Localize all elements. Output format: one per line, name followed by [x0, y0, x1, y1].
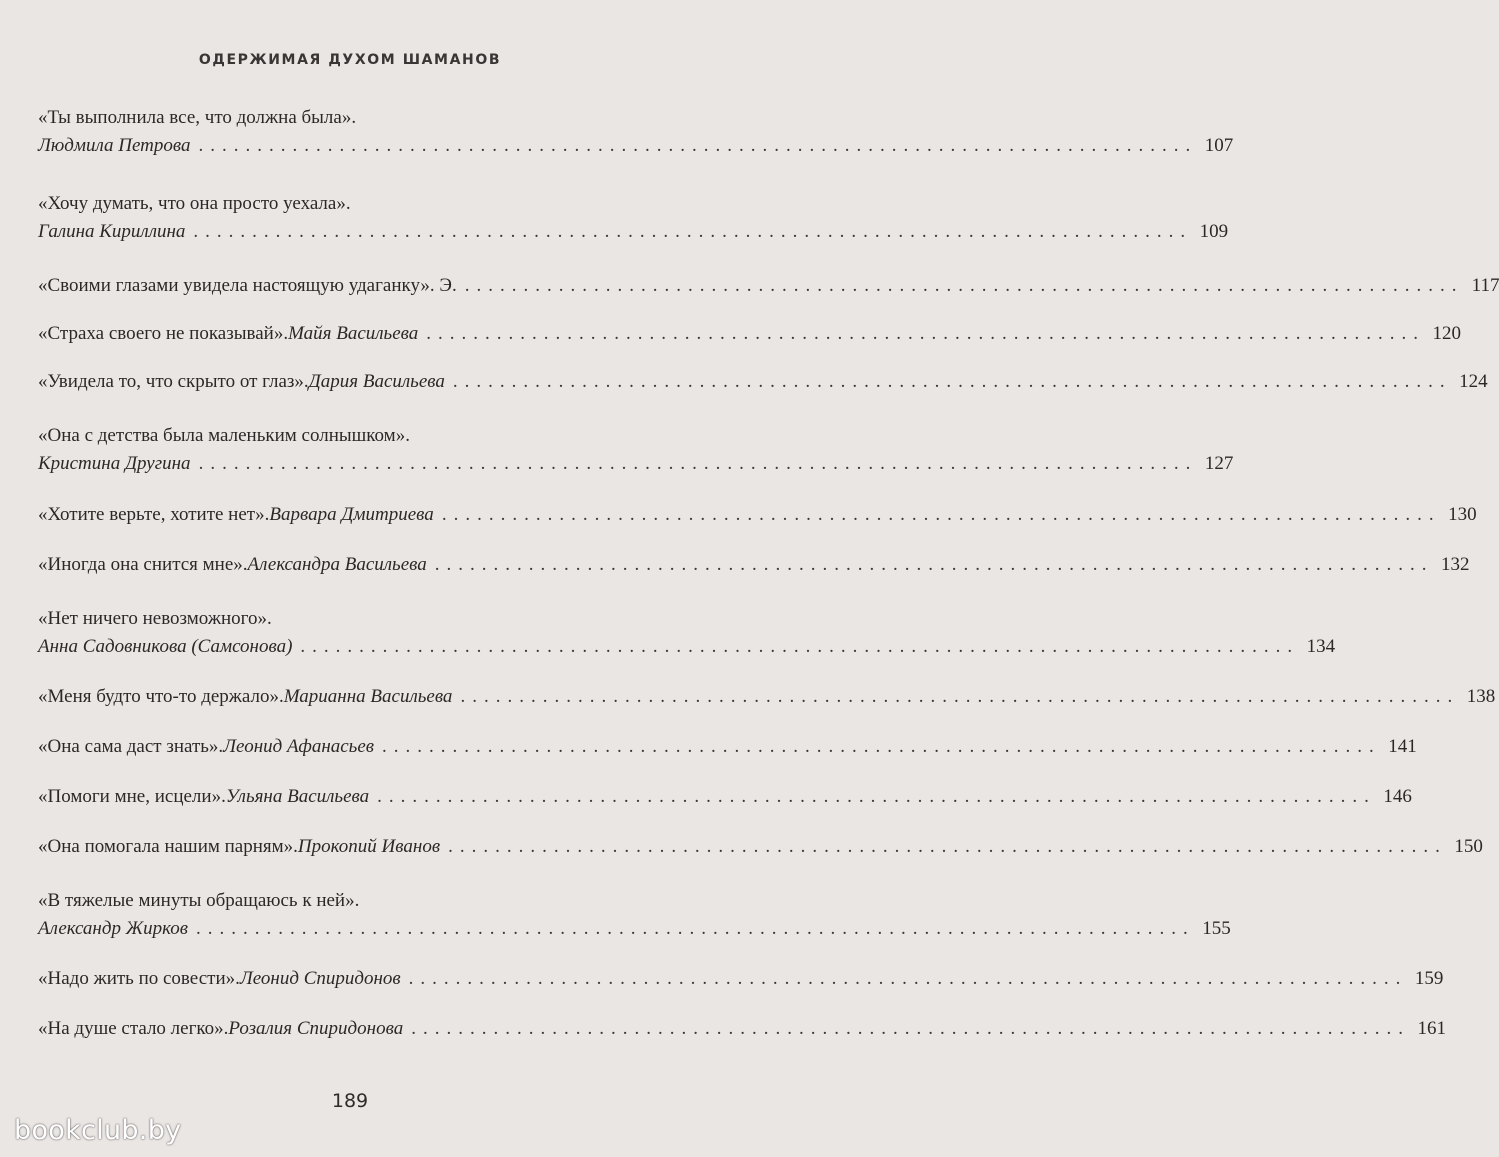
toc-entry	[38, 104, 1234, 160]
toc-entry-page: 159	[1414, 968, 1444, 989]
toc-entry	[38, 501, 1477, 529]
toc-entry-page: 124	[1459, 371, 1488, 392]
leader-dots: .....................................................................................	[193, 221, 1193, 242]
toc-entry-author: Дария Васильева	[308, 371, 445, 392]
toc-entry-author: Леонид Спиридонов	[239, 968, 401, 989]
toc-entry-quote: «Она сама даст знать».	[38, 736, 224, 757]
toc-entry	[38, 272, 1499, 300]
toc-entry-quote: «Она с детства была маленьким солнышком».	[38, 425, 410, 446]
toc-entry-quote: «Своими глазами увидела настоящую удаганку». Э.	[38, 275, 457, 296]
toc-entry-quote: «Нет ничего невозможного».	[38, 608, 272, 629]
toc-entry-page: 130	[1448, 504, 1477, 525]
toc-entry-page: 120	[1432, 323, 1461, 344]
toc-entry	[38, 320, 1461, 348]
toc-entry-page: 146	[1383, 786, 1412, 807]
toc-entry	[38, 368, 1488, 396]
leader-dots: .....................................................................................	[448, 836, 1447, 857]
toc-entry-quote: «Хочу думать, что она просто уехала».	[38, 193, 351, 214]
toc-entry-quote: «Помоги мне, исцели».	[38, 786, 226, 807]
toc-entry-page: 161	[1417, 1018, 1446, 1039]
toc-entry	[38, 683, 1496, 711]
toc-entry-quote: «Меня будто что-то держало».	[38, 686, 284, 707]
running-head: ОДЕРЖИМАЯ ДУХОМ ШАМАНОВ	[198, 52, 502, 68]
toc-entry-page: 117	[1471, 275, 1499, 296]
toc-entry	[38, 733, 1417, 761]
toc-entry	[38, 422, 1234, 478]
leader-dots: .....................................................................................	[408, 968, 1408, 989]
toc-entry-author: Кристина Другина	[38, 453, 191, 474]
leader-dots: .....................................................................................	[411, 1018, 1410, 1039]
toc-entry	[38, 605, 1336, 661]
leader-dots: .....................................................................................	[196, 918, 1195, 939]
watermark: bookclub.by	[14, 1115, 182, 1146]
toc-entry-author: Галина Кириллина	[38, 221, 186, 242]
leader-dots: .....................................................................................	[426, 323, 1425, 344]
leader-dots: .....................................................................................	[382, 736, 1381, 757]
toc-entry-author: Марианна Васильева	[283, 686, 453, 707]
toc-entry	[38, 1015, 1446, 1043]
toc-entry-author: Анна Садовникова (Самсонова)	[38, 636, 293, 657]
toc-entry-page: 150	[1454, 836, 1483, 857]
table-of-contents	[38, 104, 1499, 1043]
toc-entry	[38, 190, 1229, 246]
leader-dots: .....................................................................................	[434, 554, 1434, 575]
leader-dots: .....................................................................................	[441, 504, 1441, 525]
leader-dots: .....................................................................................	[300, 636, 1300, 657]
toc-entry-quote: «Увидела то, что скрыто от глаз».	[38, 371, 309, 392]
toc-entry-page: 132	[1441, 554, 1470, 575]
toc-entry-author: Людмила Петрова	[38, 135, 191, 156]
toc-entry-page: 134	[1306, 636, 1336, 657]
toc-entry-page: 109	[1199, 221, 1229, 242]
toc-entry-author: Розалия Спиридонова	[228, 1018, 404, 1039]
toc-entry	[38, 887, 1231, 943]
toc-entry-quote: «Ты выполнила все, что должна была».	[38, 107, 357, 128]
toc-entry-author: Леонид Афанасьев	[223, 736, 375, 757]
toc-entry-page: 107	[1204, 135, 1234, 156]
toc-entry-quote: «Иногда она снится мне».	[38, 554, 248, 575]
leader-dots: .....................................................................................	[198, 135, 1198, 156]
toc-entry-author: Ульяна Васильева	[225, 786, 370, 807]
toc-entry-author: Александра Васильева	[247, 554, 427, 575]
toc-entry-author: Прокопий Иванов	[297, 836, 441, 857]
toc-entry-page: 155	[1202, 918, 1231, 939]
leader-dots: .....................................................................................	[198, 453, 1198, 474]
toc-entry-quote: «Она помогала нашим парням».	[38, 836, 298, 857]
toc-entry	[38, 783, 1412, 811]
toc-entry-page: 127	[1204, 453, 1234, 474]
leader-dots: .....................................................................................	[377, 786, 1376, 807]
toc-entry-quote: «На душе стало легко».	[38, 1018, 229, 1039]
toc-entry-author: Варвара Дмитриева	[269, 504, 434, 525]
toc-entry-quote: «В тяжелые минуты обращаюсь к ней».	[38, 890, 360, 911]
toc-entry-author: Майя Васильева	[288, 323, 419, 344]
page-number: 189	[331, 1090, 369, 1112]
toc-entry-quote: «Хотите верьте, хотите нет».	[38, 504, 270, 525]
toc-entry	[38, 551, 1470, 579]
toc-entry-quote: «Надо жить по совести».	[38, 968, 240, 989]
leader-dots: .....................................................................................	[464, 275, 1464, 296]
toc-entry-page: 141	[1388, 736, 1417, 757]
toc-entry	[38, 833, 1483, 861]
toc-entry-page: 138	[1466, 686, 1496, 707]
toc-entry	[38, 965, 1444, 993]
leader-dots: .....................................................................................	[452, 371, 1452, 392]
leader-dots: .....................................................................................	[460, 686, 1460, 707]
toc-entry-quote: «Страха своего не показывай».	[38, 323, 289, 344]
toc-entry-author: Александр Жирков	[38, 918, 189, 939]
